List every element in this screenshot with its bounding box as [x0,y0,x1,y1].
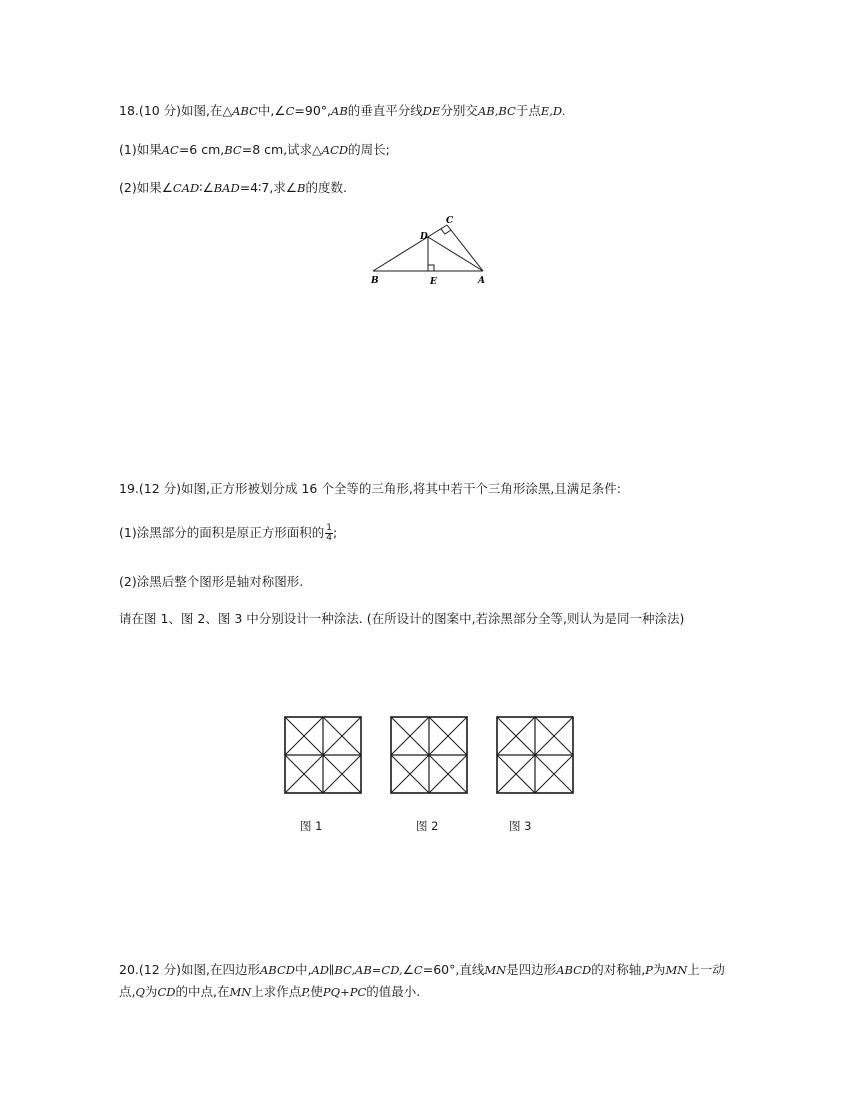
q20-var: ABCD [260,963,295,977]
q20-var: MN [484,963,507,977]
q18-stem-text: (10 分)如图,在△ [138,103,233,118]
segment-da [428,237,483,271]
segment-bc [373,225,447,271]
q19-condition-2 [119,573,303,591]
label-d: D [420,232,428,242]
caption-figure-2: 图 2 [416,819,439,833]
q20-text: 点, [119,984,136,999]
q18-var: BAD [213,181,240,195]
q20-text: (12 分)如图,在四边形 [138,962,260,977]
q18-var: ABC [232,104,258,118]
right-angle-e [428,265,434,271]
q18-var: B [297,181,306,195]
q20-var: PQ+PC [322,985,367,999]
q18-var: E,D. [540,104,566,118]
q19-stem-text: (12 分)如图,正方形被划分成 16 个全等的三角形,将其中若干个三角形涂黑,且满足条件: [138,481,622,496]
q18-stem-text: 的垂直平分线 [347,103,423,118]
q18-var: AB [331,104,348,118]
caption-figure-1: 图 1 [300,819,323,833]
q20-var: C [413,963,423,977]
fraction-numerator: 1 [326,523,332,533]
q18-part-2-text: ∶∠ [199,180,214,195]
label-b: B [371,276,379,286]
q18-triangle-figure [0,0,861,300]
q18-number: 18. [119,103,139,118]
q18-stem-text: 于点 [515,103,541,118]
q18-part-1-text: 的周长; [348,142,390,157]
q19-condition-2-text: (2)涂黑后整个图形是轴对称图形. [119,574,304,589]
q18-stem-text: 分别交 [440,103,478,118]
q20-var: Q [135,985,145,999]
q19-instruction [119,610,684,628]
label-e: E [430,277,437,287]
q20-text: 上求作点 [251,984,302,999]
q20-text: 的值最小. [366,984,421,999]
q20-var: CD [157,985,176,999]
q20-var: P, [301,985,311,999]
square-figure-2[interactable] [391,717,467,793]
q20-var: MN [229,985,252,999]
right-angle-c [441,229,451,234]
label-a: A [478,276,485,286]
q18-part-2-text: =4∶7,求∠ [239,180,298,195]
caption-figure-3: 图 3 [509,819,532,833]
q19-condition-1 [119,524,337,543]
q19-condition-1-text: ; [332,525,338,540]
segment-ca [447,225,483,271]
q20-text: =60°,直线 [422,962,485,977]
fraction-one-quarter [325,524,333,543]
q20-text: 上一动 [687,962,725,977]
label-c: C [446,216,454,226]
q20-text: ∠ [402,962,414,977]
q18-var: CAD [172,181,200,195]
q20-text: 为 [652,962,666,977]
q20-text: 中, [295,962,312,977]
q18-var: AC [161,143,179,157]
q18-part-2-text: 的度数. [305,180,347,195]
q20-var: P [645,963,653,977]
q20-var: ABCD [556,963,592,977]
q18-var: DE [422,104,441,118]
q20-text: 的中点,在 [175,984,230,999]
q20-text: 的对称轴, [591,962,646,977]
q20-var: MN [665,963,688,977]
fraction-denominator: 4 [326,533,332,543]
q20-text: 是四边形 [506,962,557,977]
q20-line-1 [119,961,725,979]
q18-var: AB,BC [477,104,516,118]
q18-var: ACD [321,143,349,157]
q19-condition-1-text: (1)涂黑部分的面积是原正方形面积的 [119,525,325,540]
q19-stem [119,480,621,498]
q18-stem-text: =90°, [294,103,332,118]
q20-number: 20. [119,962,139,977]
q20-var: AD∥BC,AB=CD, [311,963,403,977]
q20-text: 为 [144,984,158,999]
q19-instruction-text: 请在图 1、图 2、图 3 中分别设计一种涂法. (在所设计的图案中,若涂黑部分全等,则认为是同一种涂法) [119,611,685,626]
q18-part-1-text: (1)如果 [119,142,162,157]
square-figure-1[interactable] [285,717,361,793]
q18-var: BC [224,143,242,157]
q18-part-1-text: =6 cm, [178,142,225,157]
square-figure-3[interactable] [497,717,573,793]
q18-part-1-text: =8 cm,试求△ [241,142,322,157]
q19-number: 19. [119,481,139,496]
q18-var: C [285,104,295,118]
q18-part-2-text: (2)如果∠ [119,180,173,195]
q19-square-figures [0,700,861,900]
q18-stem-text: 中,∠ [257,103,286,118]
q20-line-2 [119,983,420,1001]
q20-text: 使 [310,984,323,999]
